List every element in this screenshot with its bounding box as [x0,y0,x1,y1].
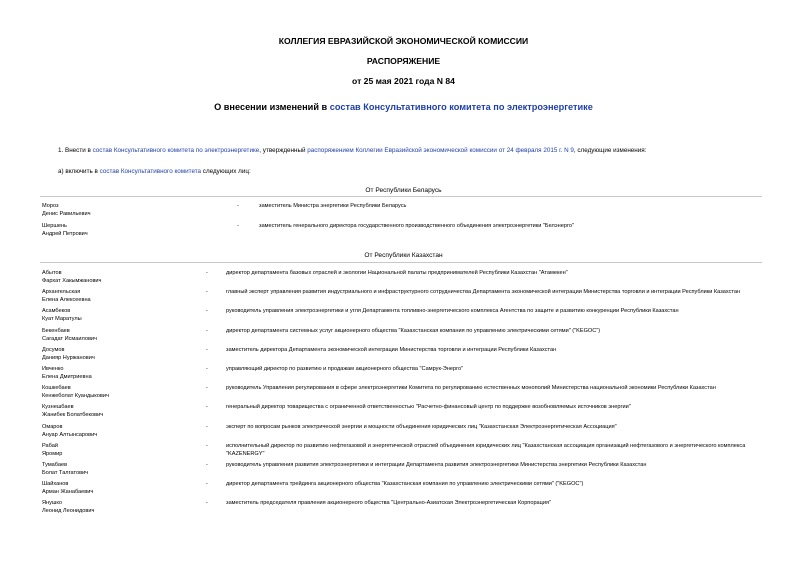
member-dash: - [206,404,208,411]
member-name: Кузнешбаев Жанибек Болатбекович [42,404,104,419]
member-position: руководитель управления развития электроэнергетики и интеграции Департамента развития электроэнергетики Министерства энергетики Республики Казахстан [226,462,647,468]
member-position: заместитель директора Департамента экономической интеграции Министерства торговли и интеграции Республики Казахстан [226,346,557,353]
kazakhstan-heading: От Республики Казахстан [364,252,443,259]
member-dash: - [206,423,208,430]
member-name: Тумабаев Болат Талгатович [42,462,89,476]
member-position: руководитель управления электроэнергетики и угля Департамента топливно-энергетического комплекса Агентства по защите и развитию конкуренции Республики Казахстан [226,308,679,315]
member-dash: - [206,385,208,392]
member-dash: - [206,270,208,276]
member-name: Шайханов Арман Жанабаевич [42,481,94,496]
member-position: директор департамента базовых отраслей и экологии Национальной палаты предпринимателей Республики Казахстан "Атамекен" [226,270,568,276]
member-position: руководитель Управления регулирования в сфере электроэнергетики Комитета по регулированию естественных монополий Министерства национальной экономики Республики Казахстан [226,385,716,392]
member-dash: - [206,308,208,315]
member-dash: - [206,481,208,488]
p2-text-2: следующих лиц: [201,168,251,175]
member-position: генеральный директор товарищества с ограниченной ответственностью "Расчетно-финансовый центр по поддержке возобновляемых источников энергии" [226,404,631,411]
p2-text-1: а) включить в [58,168,100,175]
member-position: исполнительный директор по развитию нефтегазовой и энергетической отраслей объединения юридических лиц "Казахстанская ассоциация организаций нефтегазового и энергетического комплекса "KAZENERGY" [226,442,746,457]
member-name: Бекенбаев Сагадат Исмаилович [42,327,97,342]
doc-title-prefix: О внесении изменений в [214,102,330,112]
member-name: Архангельская Елена Алексеевна [42,289,91,304]
member-name: Мороз Денис Равильевич [42,203,91,217]
member-name: Янушко Леонид Леонидович [42,500,95,515]
member-dash: - [206,346,208,353]
member-position: заместитель генерального директора государственного производственного объединения электроэнергетики "Белэнерго" [259,222,574,229]
member-name: Кошкебаев Кенжеболат Куандыкович [42,385,109,400]
doc-title-link[interactable]: состав Консультативного комитета по электроэнергетике [329,102,593,112]
paragraph-1 [58,147,646,154]
member-name: Досумов Данияр Нуржанович [42,346,95,361]
p2-link-committee[interactable]: состав Консультативного комитета [99,168,202,175]
member-dash: - [237,203,239,209]
member-dash: - [206,289,208,296]
member-name: Абытов Фархат Хакымжанович [42,270,102,284]
doc-date: от 25 мая 2021 года N 84 [352,76,455,86]
belarus-divider [40,196,762,197]
member-dash: - [237,222,239,229]
member-dash: - [206,442,208,449]
member-name: Омаров Ануар Алтынсарович [42,423,98,438]
member-name: Шершень Андрей Петрович [42,222,88,237]
doc-title [0,102,807,112]
member-name: Асамбеков Куат Маратулы [42,308,82,323]
member-name: Ивченко Елена Дмитриевна [42,366,92,380]
member-position: директор департамента системных услуг акционерного общества "Казахстанская компания по управлению электрическими сетями" ("KEGOC") [226,327,601,334]
p1-text-3: , следующие изменения: [573,147,647,154]
org-title: КОЛЛЕГИЯ ЕВРАЗИЙСКОЙ ЭКОНОМИЧЕСКОЙ КОМИССИИ [278,36,529,46]
member-dash: - [206,327,208,334]
member-position: эксперт по вопросам рынков электрической энергии и мощности объединения юридических лиц "Казахстанская Электроэнергетическая Ассоциация" [226,423,617,430]
member-dash: - [206,366,208,372]
member-name: Рабай Яромир [42,442,63,457]
p1-text-2: , утвержденный [259,147,308,154]
p1-text-1: 1. Внести в [58,147,93,154]
member-position: заместитель Министра энергетики Республики Беларусь [259,203,407,209]
belarus-heading: От Республики Беларусь [365,187,442,194]
p1-link-order[interactable]: распоряжением Коллегии Евразийской экономической комиссии от 24 февраля 2015 г. N 9 [307,147,574,154]
doc-type: РАСПОРЯЖЕНИЕ [366,56,441,66]
member-position: главный эксперт управления развития индустриального и инфраструктурного сотрудничества Департамента экономической интеграции Министерства торговли и интеграции Республики Казахстан [226,289,741,296]
member-dash: - [206,462,208,468]
p1-link-composition[interactable]: состав Консультативного комитета по электроэнергетике [92,147,260,154]
member-position: заместитель председателя правления акционерного общества "Центрально-Азиатская Электроэнергетическая Корпорация" [226,500,552,507]
kazakhstan-divider [40,262,762,263]
member-position: директор департамента трейдинга акционерного общества "Казахстанская компания по управлению электрическими сетями" ("KEGOC") [226,481,584,488]
member-position: управляющий директор по развитию и продажам акционерного общества "Самрук-Энерго" [226,366,464,372]
paragraph-2 [58,168,251,175]
member-dash: - [206,500,208,507]
